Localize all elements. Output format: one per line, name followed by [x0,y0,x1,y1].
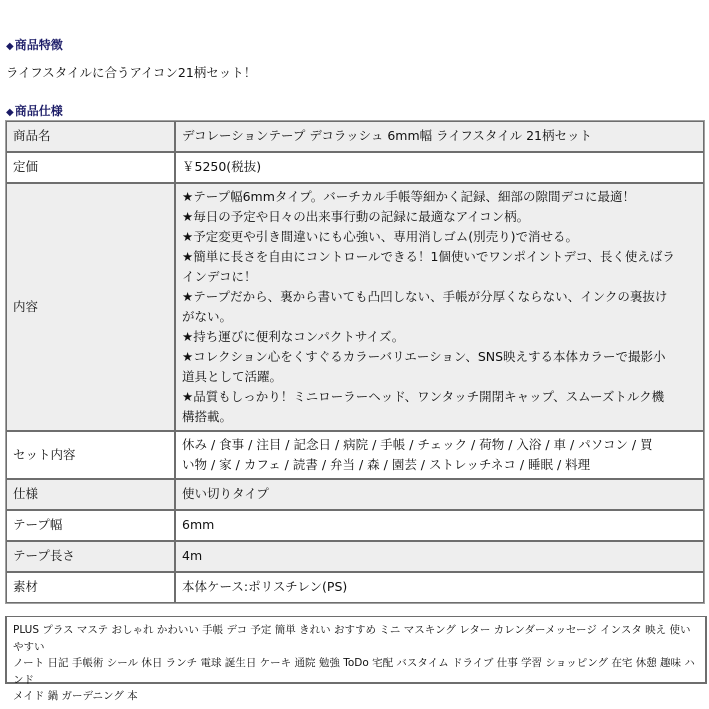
table-row-price [6,152,704,183]
specs-heading-text: 商品仕様 [14,104,63,118]
table-row-tape-length [6,541,704,572]
content-line: がない。 [182,309,233,324]
row-label: 商品名 [6,121,175,152]
row-value: 使い切りタイプ [175,479,704,510]
row-label: セット内容 [6,431,175,479]
row-label: テープ幅 [6,510,175,541]
content-line: ★持ち運びに便利なコンパクトサイズ。 [182,329,405,344]
row-value: ￥5250(税抜) [175,152,704,183]
content-line: ★テープだから、裏から書いても凸凹しない、手帳が分厚くならない、インクの裏抜け [182,289,668,304]
table-row-product-name [6,121,704,152]
table-row-spec [6,479,704,510]
row-label: 内容 [6,183,175,431]
keyword-line: メイド 鍋 ガーデニング 本 [13,690,138,702]
content-line: 道具として活躍。 [182,369,283,384]
keyword-line: ノート 日記 手帳術 シール 休日 ランチ 電球 誕生日 ケーキ 通院 勉強 ToDo 宅配 バスタイム ドライブ 仕事 学習 ショッピング 在宅 休憩 趣味 ハンド [13,657,695,686]
content-line: ★コレクション心をくすぐるカラーバリエーション、SNS映えする本体カラーで撮影小 [182,349,666,364]
content-line: ★簡単に長さを自由にコントロールできる！1個使いでワンポイントデコ、長く使えばラ [182,249,675,264]
table-row-tape-width [6,510,704,541]
table-row-material [6,572,704,603]
diamond-icon: ◆ [6,41,14,52]
content-line: 構搭載。 [182,409,233,424]
table-row-contents [6,183,704,431]
keywords-box [5,616,707,702]
diamond-icon: ◆ [6,107,14,118]
content-line: ★テープ幅6mmタイプ。バーチカル手帳等細かく記録、細部の隙間デコに最適！ [182,189,636,204]
content-line: インデコに！ [182,269,257,284]
row-label: 定価 [6,152,175,183]
row-value: 6mm [175,510,704,541]
specs-table [5,120,705,604]
features-heading-text: 商品特徴 [14,38,63,52]
row-value [175,183,704,431]
features-heading [6,36,63,53]
table-row-set-contents [6,431,704,479]
specs-heading [6,102,63,119]
row-value: 4m [175,541,704,572]
features-text: ライフスタイルに合うアイコン21柄セット！ [6,65,257,80]
row-label: 仕様 [6,479,175,510]
content-line: ★予定変更や引き間違いにも心強い、専用消しゴム(別売り)で消せる。 [182,229,578,244]
row-label: テープ長さ [6,541,175,572]
content-line: 休み / 食事 / 注目 / 記念日 / 病院 / 手帳 / チェック / 荷物 / 入浴 / 車 / パソコン / 買 [182,437,653,452]
content-line: ★品質もしっかり！ミニローラーヘッド、ワンタッチ開閉キャップ、スムーズトルク機 [182,389,665,404]
row-value: 本体ケース:ポリスチレン(PS) [175,572,704,603]
keyword-line: PLUS プラス マステ おしゃれ かわいい 手帳 デコ 予定 簡単 きれい おすすめ ミニ マスキング レター カレンダーメッセージ インスタ 映え 使いやすい [13,624,691,653]
content-line: い物 / 家 / カフェ / 読書 / 弁当 / 森 / 園芸 / ストレッチネコ / 睡眠 / 料理 [182,457,591,472]
content-line: ★毎日の予定や日々の出来事行動の記録に最適なアイコン柄。 [182,209,530,224]
row-label: 素材 [6,572,175,603]
row-value: デコレーションテープ デコラッシュ 6mm幅 ライフスタイル 21柄セット [175,121,704,152]
row-value [175,431,704,479]
